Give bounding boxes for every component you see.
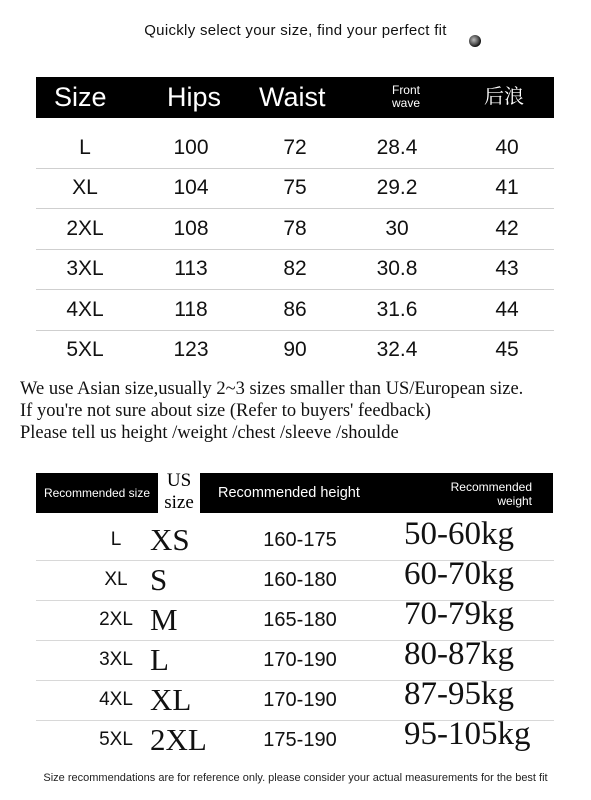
circle-dot-icon [469, 35, 481, 47]
header-hips: Hips [167, 82, 222, 112]
cell-height: 175-190 [263, 729, 337, 751]
cell-weight: 80-87kg [404, 636, 514, 672]
header-recommended-size: Recommended size [43, 486, 151, 500]
note-line: We use Asian size,usually 2~3 sizes smaller than US/European size. [20, 379, 524, 399]
cell-height: 170-190 [263, 689, 337, 711]
cell-weight: 95-105kg [404, 716, 531, 752]
note-line: If you're not sure about size (Refer to buyers' feedback) [20, 401, 431, 421]
cell-weight: 60-70kg [404, 556, 514, 592]
header-waist: Waist [259, 82, 326, 112]
cell-front-wave: 28.4 [376, 136, 418, 159]
cell-hips: 118 [174, 298, 208, 321]
table-row [36, 249, 554, 290]
cell-size: 5XL [66, 338, 104, 361]
cell-hips: 108 [173, 217, 209, 240]
cell-size: L [79, 136, 91, 159]
size-notes [20, 378, 523, 444]
cell-hips: 104 [173, 176, 209, 199]
cell-back-wave: 40 [495, 136, 519, 159]
cell-waist: 90 [283, 338, 307, 361]
footer-disclaimer: Size recommendations are for reference only. please consider your actual measurements for the best fit [43, 772, 548, 784]
cell-size: XL [72, 176, 98, 199]
cell-front-wave: 30.8 [376, 257, 418, 280]
cell-waist: 86 [283, 298, 307, 321]
note-line: Please tell us height /weight /chest /sleeve /shoulde [20, 423, 399, 443]
cell-us-size: M [150, 602, 178, 637]
cell-height: 160-175 [263, 529, 337, 551]
header-back-wave: 后浪 [484, 86, 524, 108]
cell-size: 2XL [66, 217, 104, 240]
size-table-header [36, 77, 554, 118]
cell-waist: 72 [283, 136, 307, 159]
cell-size: 4XL [66, 298, 104, 321]
table-row [36, 209, 554, 250]
cell-size: 5XL [99, 729, 133, 750]
table-row [36, 128, 554, 169]
cell-weight: 50-60kg [404, 516, 514, 552]
header-size: Size [54, 82, 107, 112]
cell-size: L [110, 529, 122, 550]
header-front-wave: Front wave [391, 83, 420, 110]
cell-size: 3XL [99, 649, 133, 670]
cell-us-size: XS [150, 522, 190, 557]
cell-front-wave: 29.2 [376, 176, 418, 199]
cell-back-wave: 43 [495, 257, 519, 280]
cell-size: 4XL [99, 689, 133, 710]
cell-front-wave: 31.6 [376, 298, 418, 321]
cell-waist: 75 [283, 176, 307, 199]
cell-weight: 70-79kg [404, 596, 514, 632]
cell-height: 170-190 [263, 649, 337, 671]
header-recommended-weight: Recommended weight [450, 480, 532, 508]
cell-size: XL [104, 569, 128, 590]
cell-back-wave: 41 [495, 176, 519, 199]
cell-size: 3XL [66, 257, 104, 280]
cell-us-size: S [150, 562, 168, 597]
table-row [36, 168, 554, 209]
cell-back-wave: 42 [495, 217, 519, 240]
cell-waist: 82 [283, 257, 307, 280]
cell-weight: 87-95kg [404, 676, 514, 712]
cell-height: 160-180 [263, 569, 337, 591]
cell-hips: 123 [173, 338, 209, 361]
table-row [36, 330, 554, 370]
cell-front-wave: 32.4 [376, 338, 418, 361]
cell-hips: 113 [174, 257, 208, 280]
table-row [36, 290, 554, 331]
header-us-size: US size [164, 470, 194, 513]
cell-back-wave: 45 [495, 338, 519, 361]
cell-us-size: 2XL [150, 722, 207, 757]
cell-front-wave: 30 [385, 217, 409, 240]
cell-waist: 78 [283, 217, 307, 240]
header-recommended-height: Recommended height [218, 485, 360, 501]
cell-back-wave: 44 [495, 298, 519, 321]
page-title: Quickly select your size, find your perfect fit [144, 22, 447, 39]
table-row [36, 716, 554, 760]
cell-height: 165-180 [263, 609, 337, 631]
cell-hips: 100 [173, 136, 209, 159]
cell-size: 2XL [99, 609, 133, 630]
cell-us-size: L [150, 642, 169, 677]
cell-us-size: XL [150, 682, 192, 717]
